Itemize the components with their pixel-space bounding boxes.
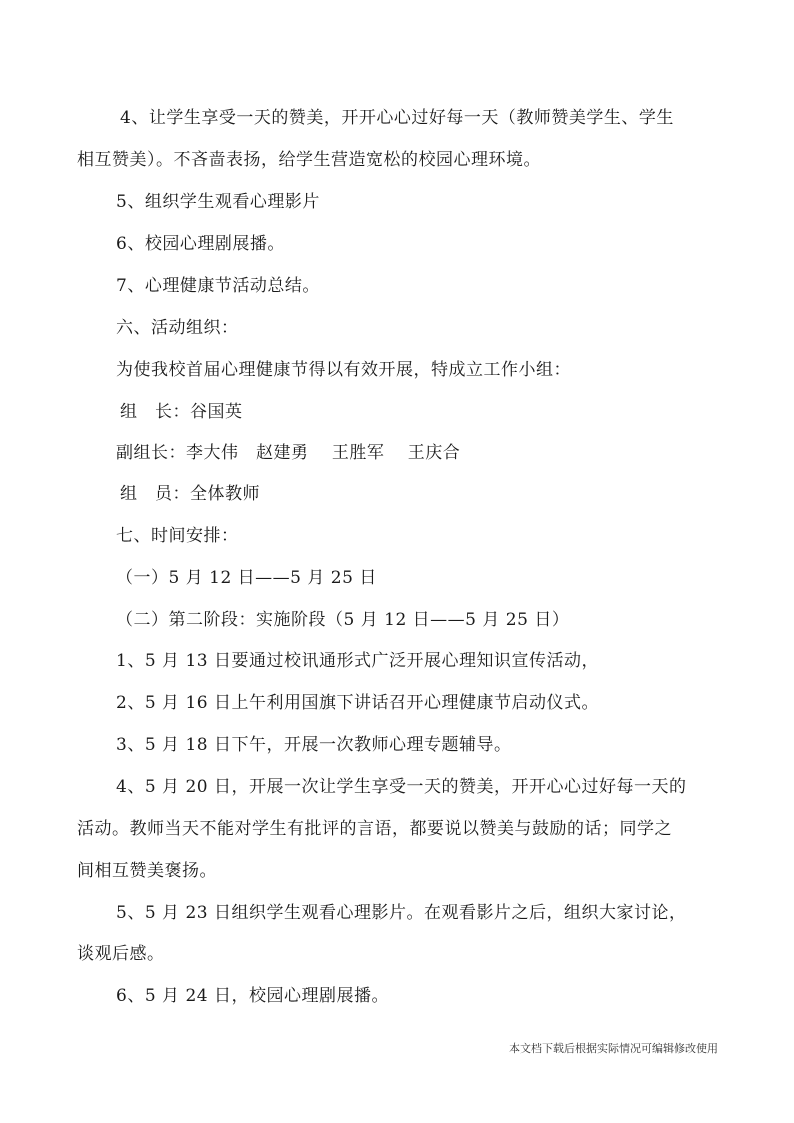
schedule-item-2: （二）第二阶段：实施阶段（5 月 12 日——5 月 25 日） <box>116 610 570 630</box>
footer-note: 本文档下载后根据实际情况可编辑修改使用 <box>509 1042 718 1055</box>
schedule-step-4-cont-1: 活动。教师当天不能对学生有批评的言语，都要说以赞美与鼓励的话；同学之 <box>77 819 672 839</box>
schedule-step-5: 5、5 月 23 日组织学生观看心理影片。在观看影片之后，组织大家讨论， <box>116 903 687 923</box>
schedule-step-4-cont-2: 间相互赞美褒扬。 <box>77 861 217 881</box>
section-heading-6: 六、活动组织： <box>116 318 239 338</box>
paragraph-line-1: 4、让学生享受一天的赞美，开开心心过好每一天（教师赞美学生、学生 <box>120 108 674 128</box>
list-item-5: 5、组织学生观看心理影片 <box>116 192 320 212</box>
schedule-item-1: （一）5 月 12 日——5 月 25 日 <box>116 568 377 588</box>
schedule-step-5-cont: 谈观后感。 <box>77 944 165 964</box>
schedule-step-4: 4、5 月 20 日，开展一次让学生享受一天的赞美，开开心心过好每一天的 <box>116 777 687 797</box>
schedule-step-3: 3、5 月 18 日下午，开展一次教师心理专题辅导。 <box>116 735 512 755</box>
schedule-step-6: 6、5 月 24 日，校园心理剧展播。 <box>116 986 389 1006</box>
section-heading-7: 七、时间安排： <box>116 526 239 546</box>
list-item-6: 6、校园心理剧展播。 <box>116 234 285 254</box>
paragraph-line-2: 相互赞美）。不吝啬表扬，给学生营造宽松的校园心理环境。 <box>77 150 541 170</box>
list-item-7: 7、心理健康节活动总结。 <box>116 276 320 296</box>
deputy-leader-line: 副组长：李大伟 赵建勇 王胜军 王庆合 <box>116 443 461 463</box>
schedule-step-1: 1、5 月 13 日要通过校讯通形式广泛开展心理知识宣传活动， <box>116 651 599 671</box>
group-leader-line: 组 长：谷国英 <box>120 402 243 422</box>
group-members-line: 组 员：全体教师 <box>120 484 260 504</box>
schedule-step-2: 2、5 月 16 日上午利用国旗下讲话召开心理健康节启动仪式。 <box>116 693 599 713</box>
paragraph-organization: 为使我校首届心理健康节得以有效开展，特成立工作小组： <box>116 360 571 380</box>
